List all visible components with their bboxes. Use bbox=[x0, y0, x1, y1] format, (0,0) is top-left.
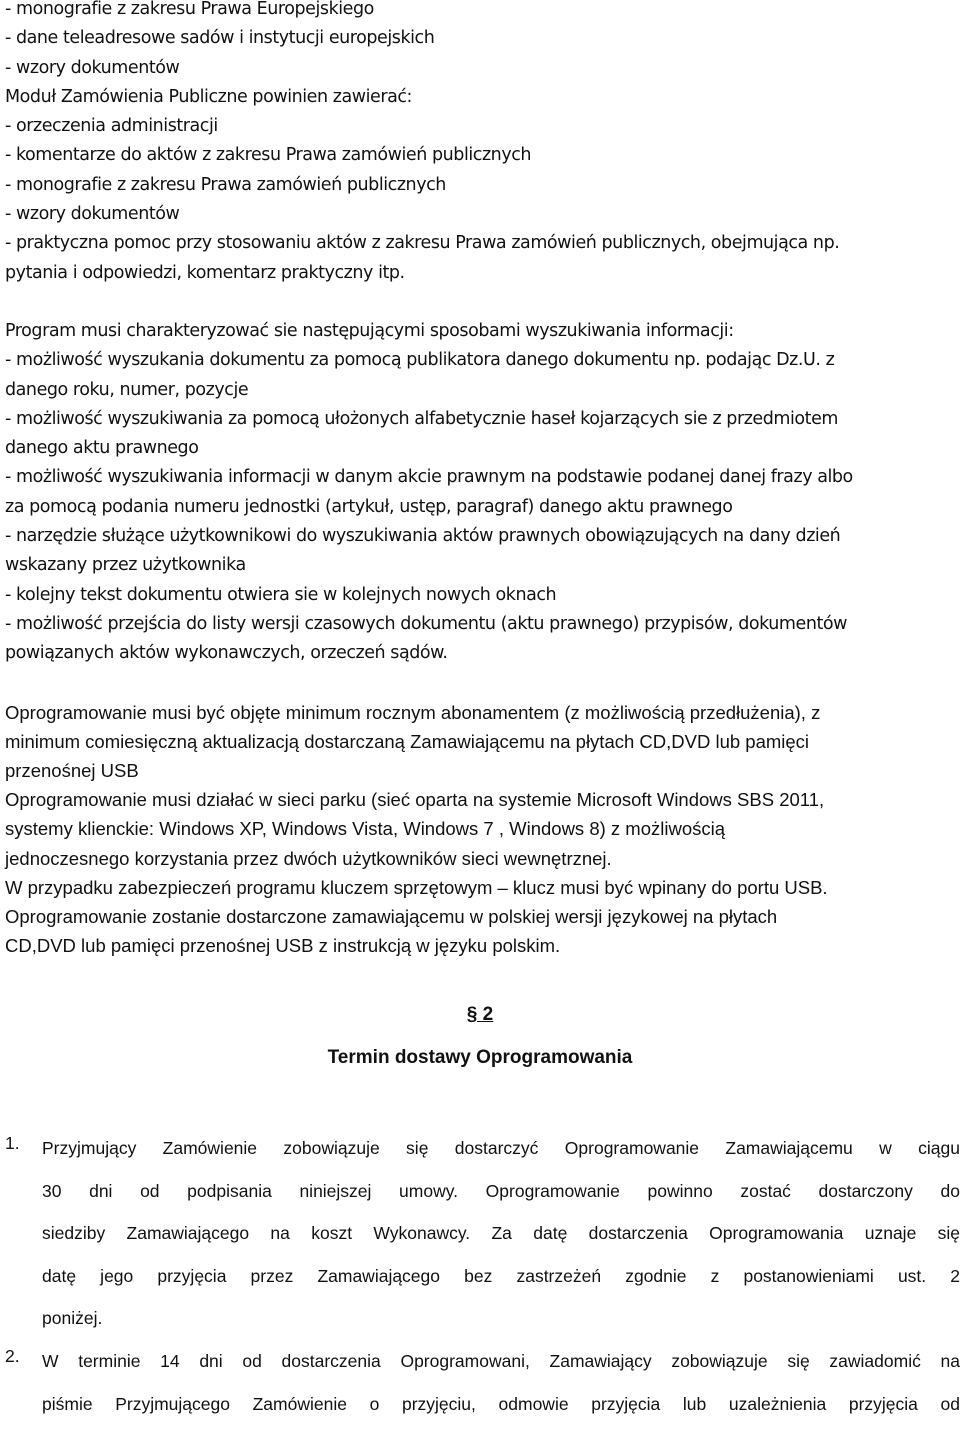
text-line: - orzeczenia administracji bbox=[5, 112, 955, 141]
text-line: siedziby Zamawiającego na koszt Wykonawcy. Za datę dostarczenia Oprogramowania uznaje się bbox=[42, 1218, 960, 1261]
text-line: CD,DVD lub pamięci przenośnej USB z instrukcją w języku polskim. bbox=[5, 931, 955, 960]
text-line: danego roku, numer, pozycje bbox=[5, 376, 955, 405]
text-line: za pomocą podania numeru jednostki (artykuł, ustęp, paragraf) danego aktu prawnego bbox=[5, 493, 955, 522]
text-line: przenośnej USB bbox=[5, 756, 955, 785]
text-line: W przypadku zabezpieczeń programu kluczem sprzętowym – klucz musi być wpinany do portu USB. bbox=[5, 873, 955, 902]
item-text bbox=[42, 1133, 960, 1346]
numbered-item bbox=[5, 1133, 960, 1346]
text-line: Program musi charakteryzować sie następującymi sposobami wyszukiwania informacji: bbox=[5, 317, 955, 346]
text-line: poniżej. bbox=[42, 1303, 960, 1346]
text-line: - wzory dokumentów bbox=[5, 200, 955, 229]
item-number: 1. bbox=[5, 1133, 20, 1154]
text-line: - monografie z zakresu Prawa Europejskiego bbox=[5, 0, 955, 24]
text-line: Oprogramowanie musi działać w sieci parku (sieć oparta na systemie Microsoft Windows SBS 2011, bbox=[5, 785, 955, 814]
text-line: - komentarze do aktów z zakresu Prawa zamówień publicznych bbox=[5, 141, 955, 170]
text-line: Moduł Zamówienia Publiczne powinien zawierać: bbox=[5, 83, 955, 112]
text-line: Oprogramowanie musi być objęte minimum rocznym abonamentem (z możliwością przedłużenia), z bbox=[5, 698, 955, 727]
text-line: wskazany przez użytkownika bbox=[5, 551, 955, 580]
text-line: - monografie z zakresu Prawa zamówień publicznych bbox=[5, 171, 955, 200]
text-line: - możliwość wyszukania dokumentu za pomocą publikatora danego dokumentu np. podając Dz.U. z bbox=[5, 346, 955, 375]
text-line: minimum comiesięczną aktualizacją dostarczaną Zamawiającemu na płytach CD,DVD lub pamięci bbox=[5, 727, 955, 756]
item-number: 2. bbox=[5, 1346, 20, 1367]
text-line: - dane teleadresowe sadów i instytucji europejskich bbox=[5, 24, 955, 53]
text-line: - możliwość wyszukiwania informacji w danym akcie prawnym na podstawie podanej danej frazy albo bbox=[5, 463, 955, 492]
text-line: - narzędzie służące użytkownikowi do wyszukiwania aktów prawnych obowiązujących na dany dzień bbox=[5, 522, 955, 551]
text-line: - praktyczna pomoc przy stosowaniu aktów z zakresu Prawa zamówień publicznych, obejmująca np. bbox=[5, 229, 955, 258]
section-title: Termin dostawy Oprogramowania bbox=[0, 1047, 960, 1069]
text-line: piśmie Przyjmującego Zamówienie o przyjęciu, odmowie przyjęcia lub uzależnienia przyjęcia od bbox=[42, 1389, 960, 1431]
text-line: systemy klienckie: Windows XP, Windows Vista, Windows 7 , Windows 8) z możliwością bbox=[5, 814, 955, 843]
search-requirements bbox=[5, 317, 955, 669]
text-line: - wzory dokumentów bbox=[5, 54, 955, 83]
text-line: 30 dni od podpisania niniejszej umowy. Oprogramowanie powinno zostać dostarczony do bbox=[42, 1176, 960, 1219]
text-line: - możliwość wyszukiwania za pomocą ułożonych alfabetycznie haseł kojarzących sie z przedmiotem bbox=[5, 405, 955, 434]
text-line: - kolejny tekst dokumentu otwiera sie w kolejnych nowych oknach bbox=[5, 581, 955, 610]
document-page bbox=[5, 0, 955, 960]
text-line: datę jego przyjęcia przez Zamawiającego bez zastrzeżeń zgodnie z postanowieniami ust. 2 bbox=[42, 1261, 960, 1304]
text-line: danego aktu prawnego bbox=[5, 434, 955, 463]
section-number-text: § 2 bbox=[467, 1004, 493, 1025]
section-number bbox=[0, 1004, 960, 1026]
modules-list bbox=[5, 0, 955, 288]
text-line: powiązanych aktów wykonawczych, orzeczeń sądów. bbox=[5, 639, 955, 668]
text-line: Oprogramowanie zostanie dostarczone zamawiającemu w polskiej wersji językowej na płytach bbox=[5, 902, 955, 931]
text-line: Przyjmujący Zamówienie zobowiązuje się dostarczyć Oprogramowanie Zamawiającemu w ciągu bbox=[42, 1133, 960, 1176]
text-line: W terminie 14 dni od dostarczenia Oprogramowani, Zamawiający zobowiązuje się zawiadomić na bbox=[42, 1346, 960, 1389]
text-line: - możliwość przejścia do listy wersji czasowych dokumentu (aktu prawnego) przypisów, dokumentów bbox=[5, 610, 955, 639]
text-line: pytania i odpowiedzi, komentarz praktyczny itp. bbox=[5, 259, 955, 288]
subscription-requirements bbox=[5, 698, 955, 961]
text-line: jednoczesnego korzystania przez dwóch użytkowników sieci wewnętrznej. bbox=[5, 844, 955, 873]
numbered-item bbox=[5, 1346, 960, 1431]
item-text bbox=[42, 1346, 960, 1431]
